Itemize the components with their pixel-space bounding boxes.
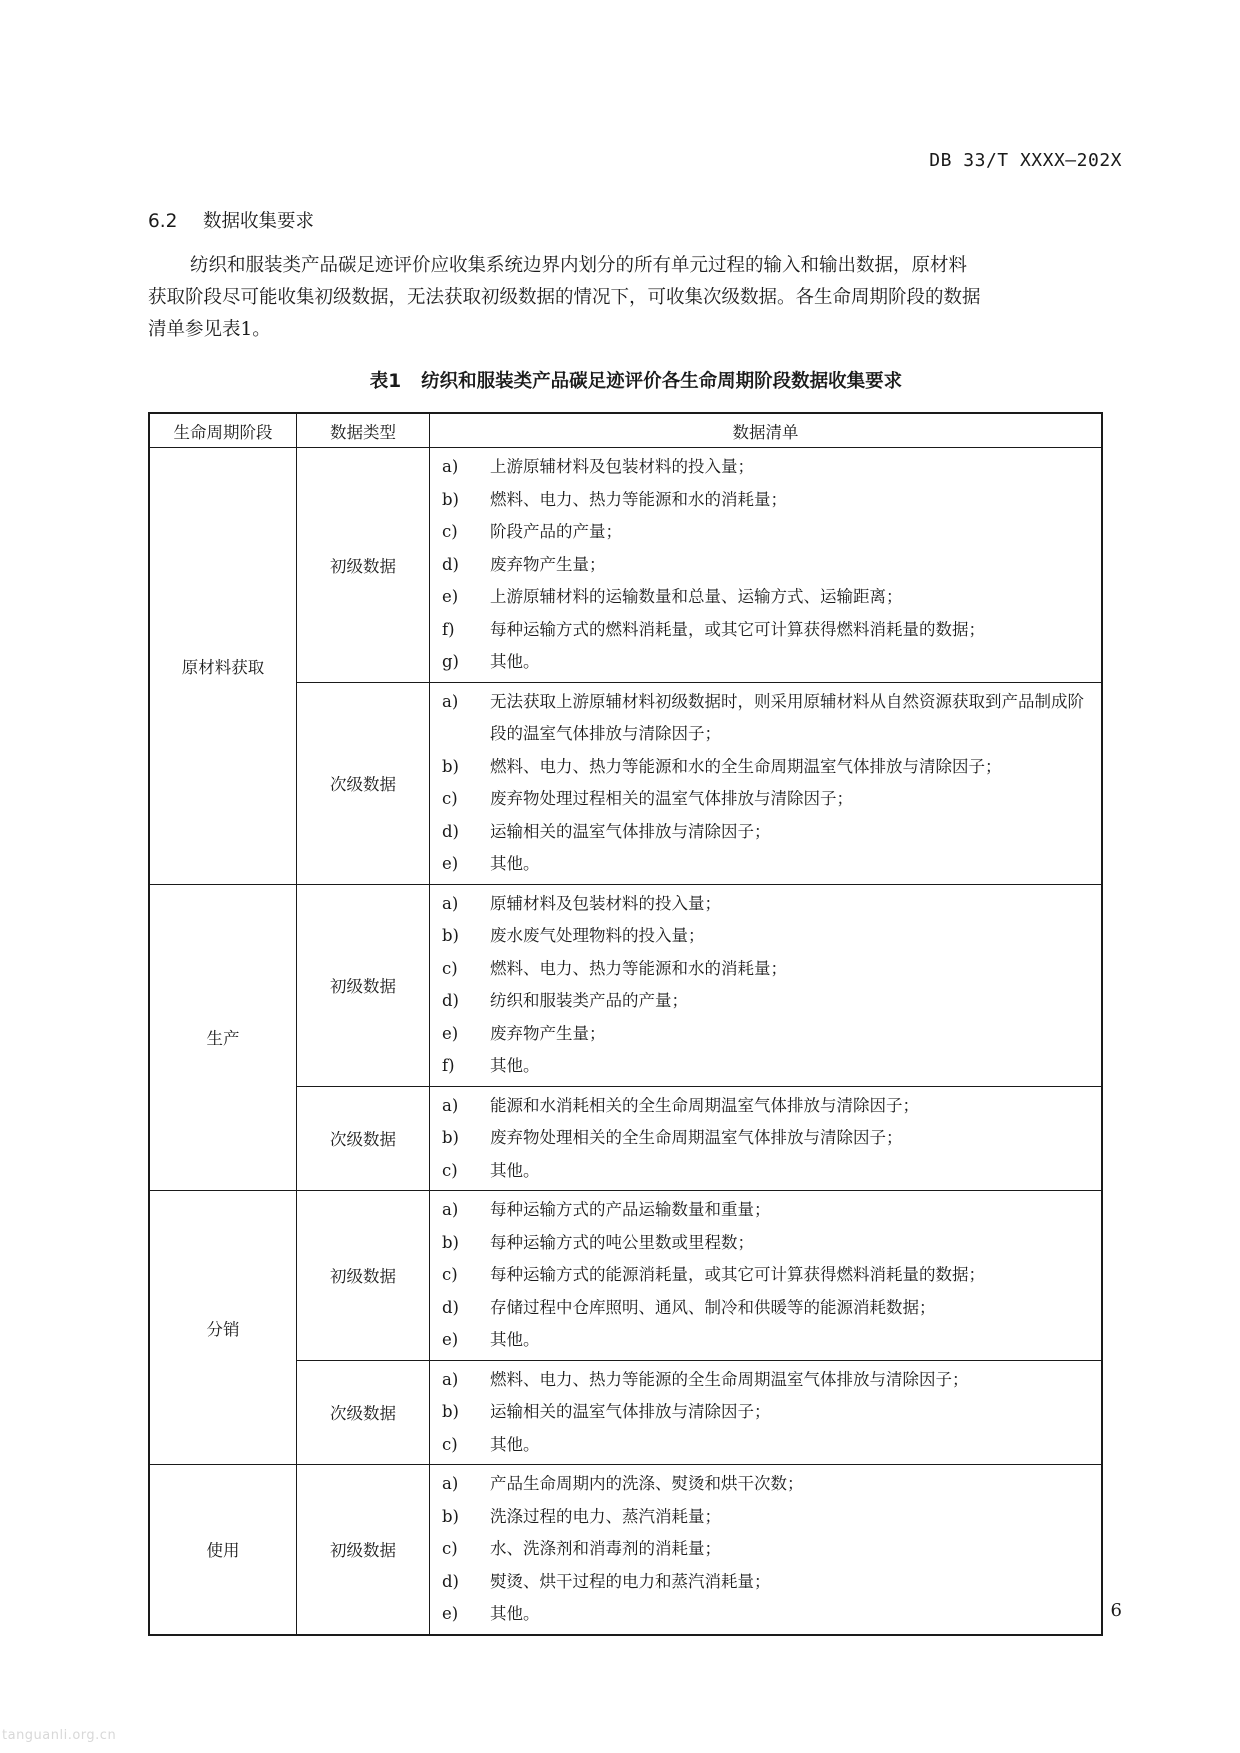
standard-number: DB 33/T XXXX—202X xyxy=(929,150,1122,171)
data-type-cell: 初级数据 xyxy=(297,448,430,683)
list-item-text: 其他。 xyxy=(490,1056,540,1075)
list-item xyxy=(442,451,1095,484)
paragraph-line: 获取阶段尽可能收集初级数据，无法获取初级数据的情况下，可收集次级数据。各生命周期阶段的数据 xyxy=(148,287,981,308)
lifecycle-stage-cell: 分销 xyxy=(149,1191,297,1465)
list-item-text: 废弃物处理相关的全生命周期温室气体排放与清除因子； xyxy=(490,1128,903,1147)
table-caption-number: 表1 xyxy=(369,371,402,392)
list-item-text: 水、洗涤剂和消毒剂的消耗量； xyxy=(490,1539,721,1558)
list-item xyxy=(442,1533,1095,1566)
list-item xyxy=(442,516,1095,549)
table-caption-title: 纺织和服装类产品碳足迹评价各生命周期阶段数据收集要求 xyxy=(421,371,903,392)
list-item-marker: b) xyxy=(442,756,459,776)
data-type-cell: 初级数据 xyxy=(297,1465,430,1635)
data-list-cell xyxy=(430,1360,1103,1465)
list-item-text: 每种运输方式的产品运输数量和重量； xyxy=(490,1200,771,1219)
paragraph-line: 清单参见表1。 xyxy=(148,319,271,340)
list-item xyxy=(442,848,1095,881)
list-item-marker: d) xyxy=(442,554,459,574)
data-type-cell: 次级数据 xyxy=(297,682,430,884)
list-item xyxy=(442,1468,1095,1501)
data-list-cell xyxy=(430,1465,1103,1635)
list-item-marker: d) xyxy=(442,1571,459,1591)
section-heading xyxy=(148,207,314,233)
lifecycle-stage-cell: 生产 xyxy=(149,884,297,1191)
data-type-cell: 次级数据 xyxy=(297,1360,430,1465)
table-row xyxy=(149,884,1102,1086)
header-data-type: 数据类型 xyxy=(297,413,430,448)
list-item-text: 其他。 xyxy=(490,1330,540,1349)
section-number: 6.2 xyxy=(148,211,178,232)
section-title: 数据收集要求 xyxy=(203,211,315,232)
list-item-marker: b) xyxy=(442,1232,459,1252)
list-item-text: 每种运输方式的吨公里数或里程数； xyxy=(490,1232,754,1252)
watermark: tanguanli.org.cn xyxy=(2,1728,117,1743)
list-item xyxy=(442,1090,1095,1123)
paragraph-line: 纺织和服装类产品碳足迹评价应收集系统边界内划分的所有单元过程的输入和输出数据，原材料 xyxy=(190,255,968,276)
table-header-row xyxy=(149,413,1102,448)
list-item-marker: c) xyxy=(442,1539,458,1558)
list-item-marker: b) xyxy=(442,926,459,945)
list-item xyxy=(442,1194,1095,1227)
list-item-marker: e) xyxy=(442,587,459,606)
data-type-cell: 次级数据 xyxy=(297,1086,430,1191)
list-item-marker: a) xyxy=(442,1200,459,1219)
list-item-text: 阶段产品的产量； xyxy=(490,522,622,541)
data-list-cell xyxy=(430,682,1103,884)
list-item xyxy=(442,953,1095,986)
data-list-cell xyxy=(430,1086,1103,1191)
header-lifecycle-stage: 生命周期阶段 xyxy=(149,413,297,448)
list-item xyxy=(442,614,1095,647)
list-item-text: 熨烫、烘干过程的电力和蒸汽消耗量； xyxy=(490,1571,771,1591)
data-list-cell xyxy=(430,448,1103,683)
lifecycle-stage-cell: 原材料获取 xyxy=(149,448,297,885)
list-item-marker: a) xyxy=(442,1095,459,1115)
list-item xyxy=(442,1050,1095,1083)
list-item-text: 上游原辅材料的运输数量和总量、运输方式、运输距离； xyxy=(490,587,903,606)
list-item xyxy=(442,581,1095,614)
list-item-text: 废弃物产生量； xyxy=(490,554,606,574)
data-collection-table xyxy=(148,412,1103,1636)
list-item xyxy=(442,1396,1095,1429)
list-item-marker: a) xyxy=(442,1474,459,1493)
list-item-text: 产品生命周期内的洗涤、熨烫和烘干次数； xyxy=(490,1474,804,1493)
data-list-cell xyxy=(430,1191,1103,1361)
list-item xyxy=(442,1155,1095,1188)
list-item-text: 燃料、电力、热力等能源和水的全生命周期温室气体排放与清除因子； xyxy=(490,756,1002,776)
table-row xyxy=(149,448,1102,683)
list-item-text: 无法获取上游原辅材料初级数据时，则采用原辅材料从自然资源获取到产品制成阶段的温室气体排放与清除因子； xyxy=(490,691,1084,743)
list-item-marker: c) xyxy=(442,1434,458,1454)
list-item xyxy=(442,1122,1095,1155)
list-item-marker: a) xyxy=(442,457,459,476)
list-item-marker: a) xyxy=(442,1369,459,1389)
list-item-text: 运输相关的温室气体排放与清除因子； xyxy=(490,821,771,841)
list-item-marker: d) xyxy=(442,1297,459,1317)
list-item-marker: e) xyxy=(442,1604,459,1623)
list-item-marker: a) xyxy=(442,691,459,711)
data-type-cell: 初级数据 xyxy=(297,884,430,1086)
list-item-marker: a) xyxy=(442,893,459,913)
list-item-text: 废水废气处理物料的投入量； xyxy=(490,926,705,945)
list-item-text: 能源和水消耗相关的全生命周期温室气体排放与清除因子； xyxy=(490,1095,919,1115)
list-item-text: 每种运输方式的燃料消耗量，或其它可计算获得燃料消耗量的数据； xyxy=(490,619,985,639)
list-item-text: 燃料、电力、热力等能源和水的消耗量； xyxy=(490,958,787,978)
table-row xyxy=(149,1465,1102,1635)
list-item-marker: e) xyxy=(442,854,459,873)
list-item xyxy=(442,1227,1095,1260)
list-item-text: 其他。 xyxy=(490,1434,540,1454)
list-item xyxy=(442,920,1095,953)
list-item xyxy=(442,816,1095,849)
lifecycle-stage-cell: 使用 xyxy=(149,1465,297,1635)
list-item-text: 其他。 xyxy=(490,1160,540,1180)
list-item-text: 纺织和服装类产品的产量； xyxy=(490,991,688,1010)
list-item-marker: b) xyxy=(442,1402,459,1421)
data-type-cell: 初级数据 xyxy=(297,1191,430,1361)
list-item-marker: d) xyxy=(442,821,459,841)
list-item-text: 废弃物产生量； xyxy=(490,1023,606,1043)
list-item xyxy=(442,686,1095,751)
list-item-text: 其他。 xyxy=(490,1604,540,1623)
list-item-marker: c) xyxy=(442,1160,458,1180)
list-item-text: 原辅材料及包装材料的投入量； xyxy=(490,893,721,913)
list-item-text: 运输相关的温室气体排放与清除因子； xyxy=(490,1402,771,1421)
list-item-marker: e) xyxy=(442,1023,459,1043)
list-item xyxy=(442,1364,1095,1397)
table-caption xyxy=(148,367,1124,393)
list-item-marker: f) xyxy=(442,1056,455,1075)
list-item xyxy=(442,1259,1095,1292)
table-body xyxy=(149,448,1102,1635)
intro-paragraph xyxy=(148,250,1124,346)
list-item xyxy=(442,1566,1095,1599)
list-item-text: 燃料、电力、热力等能源和水的消耗量； xyxy=(490,489,787,509)
list-item-text: 废弃物处理过程相关的温室气体排放与清除因子； xyxy=(490,789,853,808)
list-item xyxy=(442,1292,1095,1325)
page-number: 6 xyxy=(1110,1600,1122,1621)
list-item-text: 其他。 xyxy=(490,854,540,873)
list-item-marker: b) xyxy=(442,489,459,509)
list-item-text: 上游原辅材料及包装材料的投入量； xyxy=(490,457,754,476)
list-item xyxy=(442,783,1095,816)
list-item xyxy=(442,751,1095,784)
list-item xyxy=(442,985,1095,1018)
list-item-marker: c) xyxy=(442,958,458,978)
list-item-text: 洗涤过程的电力、蒸汽消耗量； xyxy=(490,1506,721,1526)
list-item-marker: f) xyxy=(442,619,455,639)
list-item-marker: d) xyxy=(442,991,459,1010)
data-list-cell xyxy=(430,884,1103,1086)
list-item xyxy=(442,1501,1095,1534)
list-item-marker: b) xyxy=(442,1506,459,1526)
list-item xyxy=(442,1324,1095,1357)
list-item xyxy=(442,1598,1095,1631)
list-item xyxy=(442,484,1095,517)
list-item xyxy=(442,1429,1095,1462)
list-item-marker: b) xyxy=(442,1128,459,1147)
table-row xyxy=(149,1191,1102,1361)
list-item-marker: c) xyxy=(442,1265,458,1284)
list-item xyxy=(442,1018,1095,1051)
list-item-text: 存储过程中仓库照明、通风、制冷和供暖等的能源消耗数据； xyxy=(490,1297,936,1317)
list-item-marker: e) xyxy=(442,1330,459,1349)
list-item-marker: c) xyxy=(442,522,458,541)
list-item-text: 每种运输方式的能源消耗量，或其它可计算获得燃料消耗量的数据； xyxy=(490,1265,985,1284)
header-data-list: 数据清单 xyxy=(430,413,1103,448)
list-item-text: 其他。 xyxy=(490,652,540,671)
list-item-text: 燃料、电力、热力等能源的全生命周期温室气体排放与清除因子； xyxy=(490,1369,969,1389)
list-item xyxy=(442,646,1095,679)
list-item xyxy=(442,549,1095,582)
list-item xyxy=(442,888,1095,921)
list-item-marker: c) xyxy=(442,789,458,808)
list-item-marker: g) xyxy=(442,652,459,671)
